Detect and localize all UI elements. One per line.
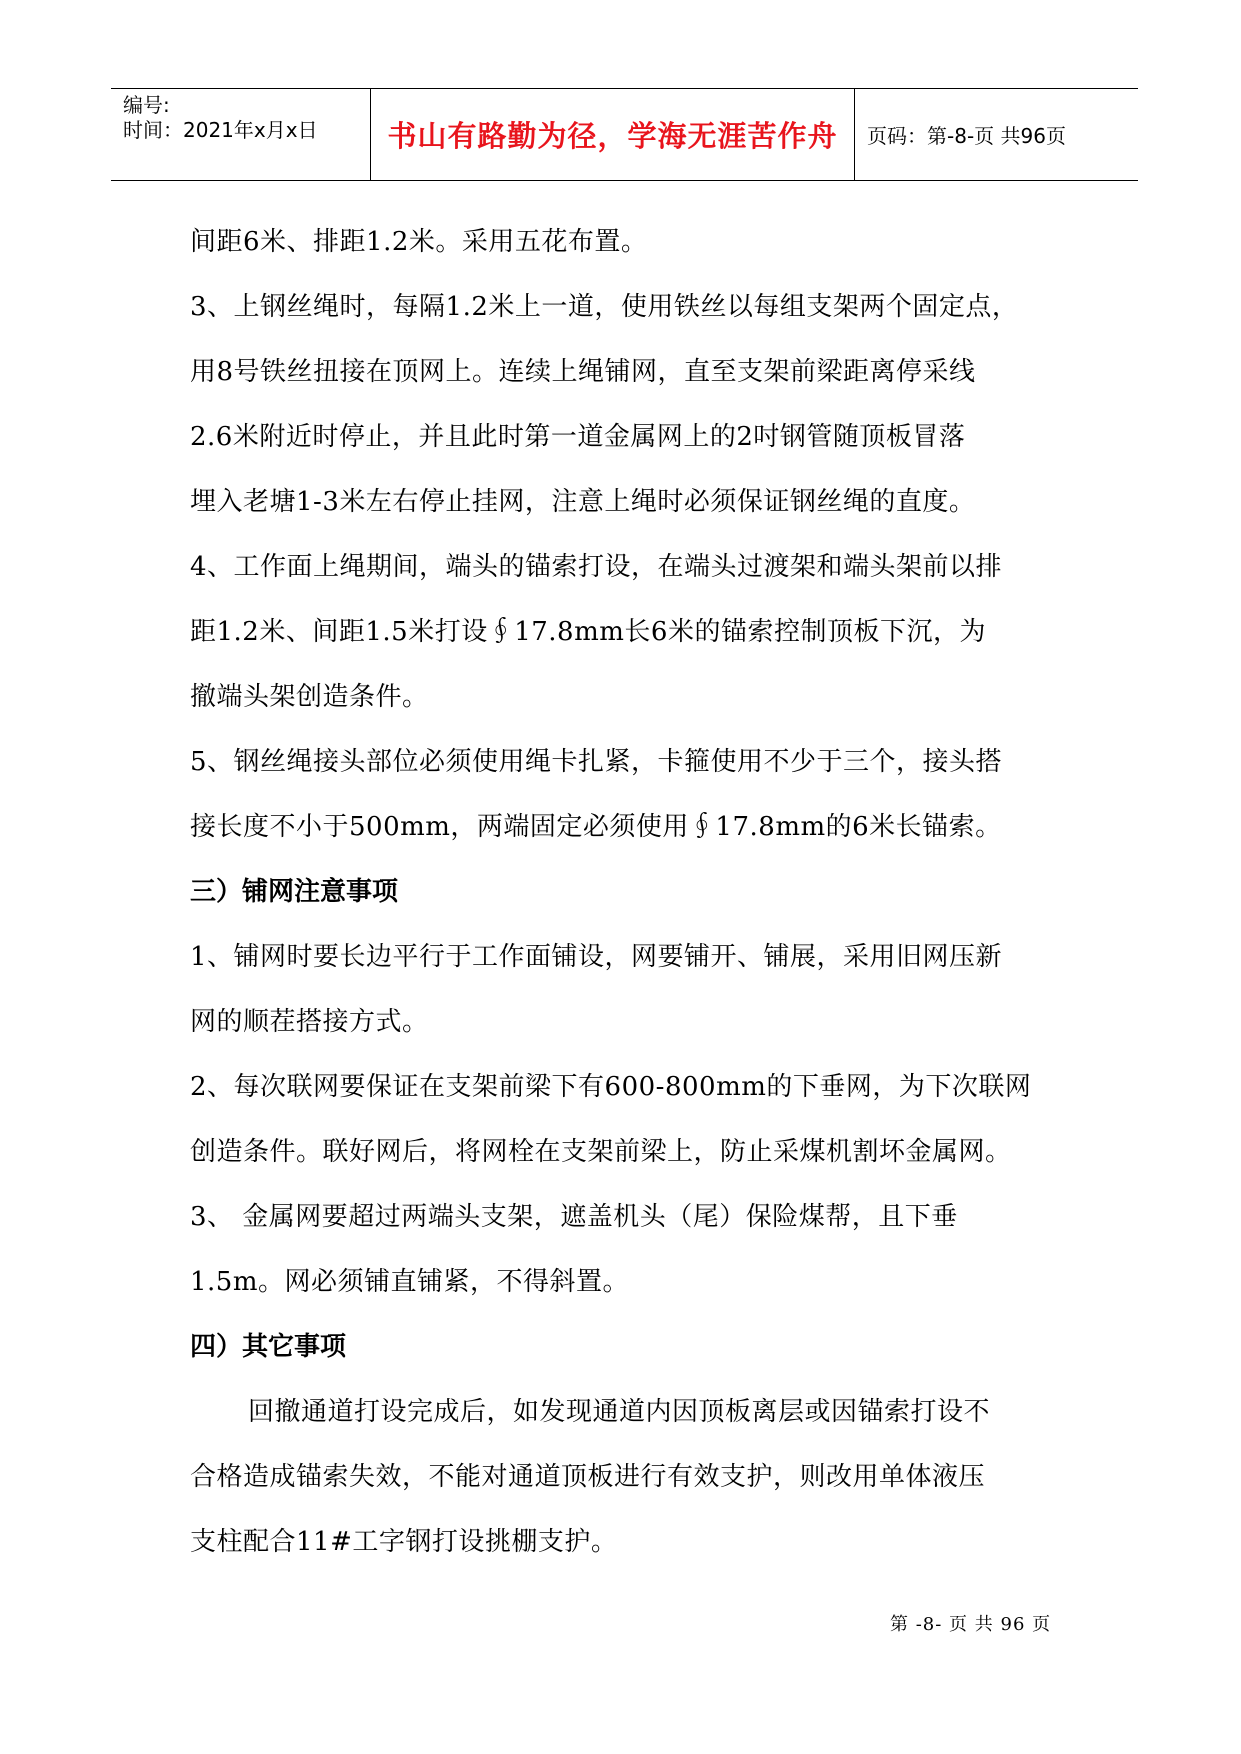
body-line: 间距6米、排距1.2米。采用五花布置。: [190, 227, 648, 257]
body-line: 回撤通道打设完成后，如发现通道内因顶板离层或因锚索打设不: [248, 1397, 991, 1427]
body-line: 距1.2米、间距1.5米打设∮17.8mm长6米的锚索控制顶板下沉，为: [190, 617, 986, 647]
serial-number-label: 编号:: [123, 93, 170, 117]
body-line: 网的顺茬搭接方式。: [190, 1007, 429, 1037]
footer-page-number: 第 -8- 页 共 96 页: [890, 1614, 1052, 1635]
body-line: 合格造成锚索失效，不能对通道顶板进行有效支护，则改用单体液压: [190, 1462, 986, 1492]
body-line: 支柱配合11#工字钢打设挑棚支护。: [190, 1527, 618, 1557]
date-label: 时间：2021年x月x日: [123, 118, 318, 142]
document-header: [111, 88, 1138, 181]
header-motto-cell: [371, 89, 855, 180]
header-info-cell: [111, 89, 371, 180]
body-line: 用8号铁丝扭接在顶网上。连续上绳铺网，直至支架前梁距离停采线: [190, 357, 976, 387]
body-line: 2、每次联网要保证在支架前梁下有600-800mm的下垂网，为下次联网: [190, 1072, 1032, 1102]
body-line: 创造条件。联好网后，将网栓在支架前梁上，防止采煤机割坏金属网。: [190, 1137, 1012, 1167]
header-page-cell: [855, 89, 1138, 180]
section-heading: 三）铺网注意事项: [190, 877, 399, 907]
body-line: 1.5m。网必须铺直铺紧，不得斜置。: [190, 1267, 630, 1297]
body-line: 5、钢丝绳接头部位必须使用绳卡扎紧，卡箍使用不少于三个，接头搭: [190, 747, 1003, 777]
body-line: 1、铺网时要长边平行于工作面铺设，网要铺开、铺展，采用旧网压新: [190, 942, 1003, 972]
body-line: 接长度不小于500mm，两端固定必须使用∮17.8mm的6米长锚索。: [190, 812, 1002, 842]
body-line: 4、工作面上绳期间，端头的锚索打设，在端头过渡架和端头架前以排: [190, 552, 1003, 582]
body-line: 2.6米附近时停止，并且此时第一道金属网上的2吋钢管随顶板冒落: [190, 422, 966, 452]
body-line: 埋入老塘1-3米左右停止挂网，注意上绳时必须保证钢丝绳的直度。: [190, 487, 976, 517]
body-line: 撤端头架创造条件。: [190, 682, 429, 712]
body-line: 3、上钢丝绳时，每隔1.2米上一道，使用铁丝以每组支架两个固定点，: [190, 292, 1019, 322]
section-heading: 四）其它事项: [190, 1332, 347, 1362]
header-page-number: 页码：第-8-页 共96页: [867, 124, 1066, 148]
motto-text: 书山有路勤为径，学海无涯苦作舟: [387, 119, 838, 153]
body-line: 3、 金属网要超过两端头支架，遮盖机头（尾）保险煤帮，且下垂: [190, 1202, 958, 1232]
